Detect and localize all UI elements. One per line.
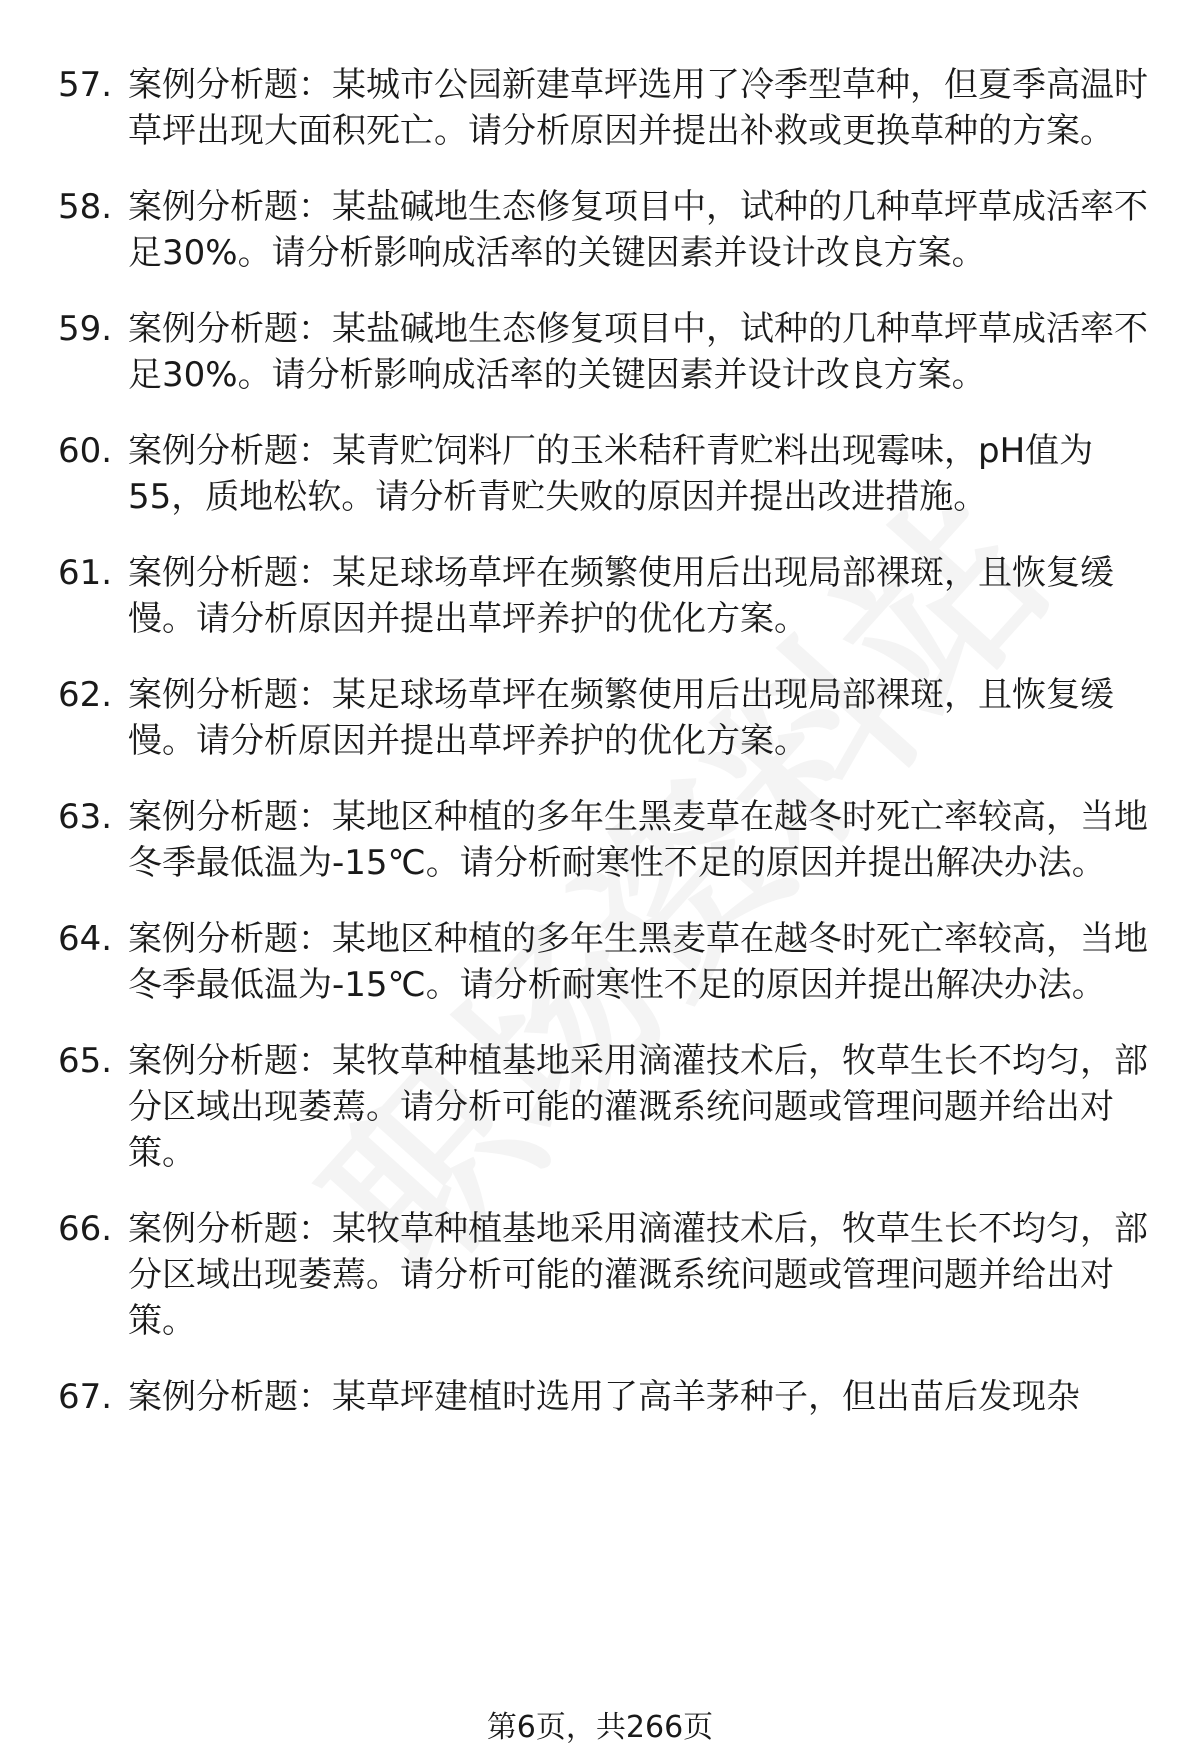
question-item bbox=[58, 794, 1160, 886]
question-number: 61. bbox=[58, 553, 113, 593]
question-item bbox=[58, 1038, 1160, 1176]
page-footer bbox=[0, 1708, 1200, 1748]
question-number: 65. bbox=[58, 1041, 113, 1081]
question-number: 62. bbox=[58, 675, 113, 715]
question-item bbox=[58, 550, 1160, 642]
question-text: 案例分析题：某地区种植的多年生黑麦草在越冬时死亡率较高，当地冬季最低温为-15℃。请分析耐寒性不足的原因并提出解决办法。 bbox=[128, 919, 1148, 1005]
question-number: 67. bbox=[58, 1377, 113, 1417]
question-text: 案例分析题：某草坪建植时选用了高羊茅种子，但出苗后发现杂 bbox=[128, 1377, 1080, 1417]
question-text: 案例分析题：某牧草种植基地采用滴灌技术后，牧草生长不均匀，部分区域出现萎蔫。请分析可能的灌溉系统问题或管理问题并给出对策。 bbox=[128, 1209, 1148, 1341]
question-item bbox=[58, 428, 1160, 520]
question-text: 案例分析题：某盐碱地生态修复项目中，试种的几种草坪草成活率不足30%。请分析影响成活率的关键因素并设计改良方案。 bbox=[128, 187, 1148, 273]
page-number-label: 第6页，共266页 bbox=[486, 1710, 714, 1745]
question-number: 57. bbox=[58, 65, 113, 105]
question-item bbox=[58, 306, 1160, 398]
question-item bbox=[58, 184, 1160, 276]
question-text: 案例分析题：某足球场草坪在频繁使用后出现局部裸斑，且恢复缓慢。请分析原因并提出草坪养护的优化方案。 bbox=[128, 675, 1114, 761]
question-number: 63. bbox=[58, 797, 113, 837]
question-number: 60. bbox=[58, 431, 113, 471]
question-text: 案例分析题：某足球场草坪在频繁使用后出现局部裸斑，且恢复缓慢。请分析原因并提出草坪养护的优化方案。 bbox=[128, 553, 1114, 639]
question-text: 案例分析题：某青贮饲料厂的玉米秸秆青贮料出现霉味，pH值为55，质地松软。请分析青贮失败的原因并提出改进措施。 bbox=[128, 431, 1094, 517]
question-number: 66. bbox=[58, 1209, 113, 1249]
question-text: 案例分析题：某牧草种植基地采用滴灌技术后，牧草生长不均匀，部分区域出现萎蔫。请分析可能的灌溉系统问题或管理问题并给出对策。 bbox=[128, 1041, 1148, 1173]
question-text: 案例分析题：某盐碱地生态修复项目中，试种的几种草坪草成活率不足30%。请分析影响成活率的关键因素并设计改良方案。 bbox=[128, 309, 1148, 395]
question-number: 64. bbox=[58, 919, 113, 959]
question-number: 58. bbox=[58, 187, 113, 227]
question-item bbox=[58, 62, 1160, 154]
question-text: 案例分析题：某城市公园新建草坪选用了冷季型草种，但夏季高温时草坪出现大面积死亡。请分析原因并提出补救或更换草种的方案。 bbox=[128, 65, 1148, 151]
question-item bbox=[58, 916, 1160, 1008]
question-item bbox=[58, 1374, 1160, 1420]
question-text: 案例分析题：某地区种植的多年生黑麦草在越冬时死亡率较高，当地冬季最低温为-15℃。请分析耐寒性不足的原因并提出解决办法。 bbox=[128, 797, 1148, 883]
question-item bbox=[58, 672, 1160, 764]
question-number: 59. bbox=[58, 309, 113, 349]
question-item bbox=[58, 1206, 1160, 1344]
